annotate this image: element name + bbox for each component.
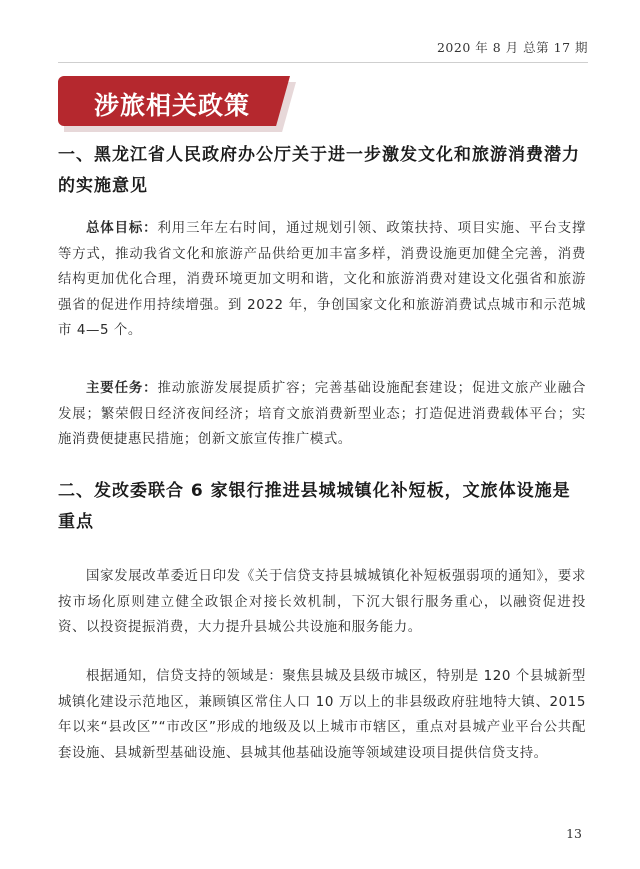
issue-header: 2020 年 8 月 总第 17 期 (436, 40, 588, 55)
banner-title: 涉旅相关政策 (94, 91, 251, 120)
page-number: 13 (566, 826, 582, 841)
section1-goal (58, 216, 586, 344)
goal-label: 总体目标： (86, 221, 158, 236)
goal-text: 利用三年左右时间，通过规划引领、政策扶持、项目实施、平台支撑等方式，推动我省文化和旅游产品供给更加丰富多样，消费设施更加健全完善，消费结构更加优化合理，消费环境更加文明和谐，文化和旅游消费对建设文化强省和旅游强省的促进作用持续增强。到 2022 年，争创国家文化和旅游消费试点城市和示范城市 4—5 个。 (58, 221, 587, 338)
header-rule (58, 62, 588, 63)
section2-para1: 国家发展改革委近日印发《关于信贷支持县城城镇化补短板强弱项的通知》，要求按市场化原则建立健全政银企对接长效机制，下沉大银行服务重心，以融资促进投资、以投资提振消费，大力提升县城公共设施和服务能力。 (58, 569, 586, 635)
task-label: 主要任务： (86, 381, 158, 396)
task-text: 推动旅游发展提质扩容；完善基础设施配套建设；促进文旅产业融合发展；繁荣假日经济夜间经济；培育文旅消费新型业态；打造促进消费载体平台；实施消费便捷惠民措施；创新文旅宣传推广模式。 (58, 381, 587, 447)
section1-heading: 一、黑龙江省人民政府办公厅关于进一步激发文化和旅游消费潜力的实施意见 (58, 145, 580, 196)
section1-tasks (58, 376, 586, 453)
section2-para2: 根据通知，信贷支持的领域是：聚焦县城及县级市城区，特别是 120 个县城新型城镇化建设示范地区，兼顾镇区常住人口 10 万以上的非县级政府驻地特大镇、2015 年以来“县改区”“市改区”形成的地级及以上城市市辖区，重点对县城产业平台公共配套设施、县城新型基础设施、县城其他基础设施等领域建设项目提供信贷支持。 (58, 669, 586, 761)
section2-heading: 二、发改委联合 6 家银行推进县城城镇化补短板，文旅体设施是重点 (58, 481, 571, 532)
section-banner (58, 76, 298, 132)
